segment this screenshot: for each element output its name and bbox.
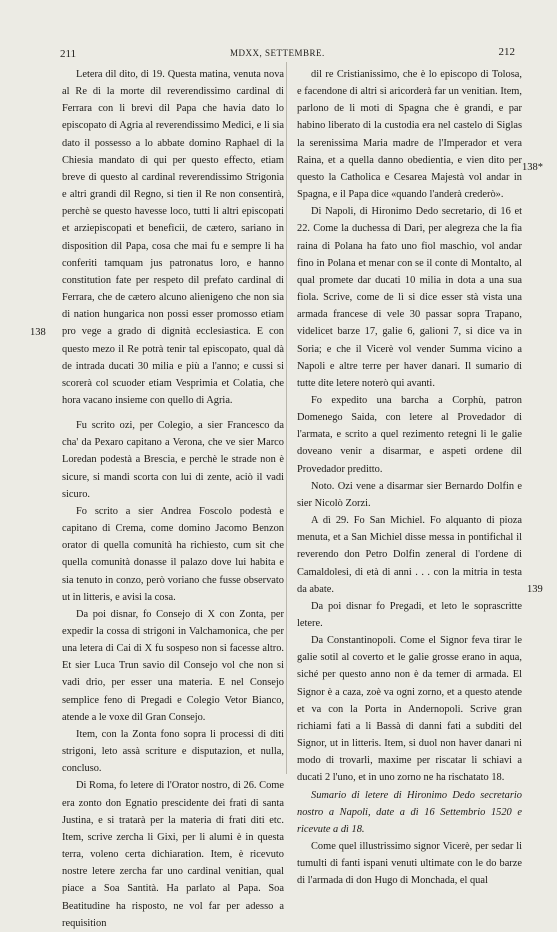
right-paragraph: Da Constantinopoli. Come el Signor feva tirar le galie sotil al coverto et le galie grosse erano in aqua, siché per questo anno non è da temer di armada. El Signor è a caza, zoè va ogni zorno, et a questo atende et va con la Porta in Andernopoli. Scrive gran richiami fati a li Bassà di danni fati a subditi del Signor, ut in litteris. Item, si duol non haver danari ni modo di trovarli, maxime per riscatar li schiavi a ducati 2 l'uno, et in uno zorno ne ha rischatato 18. xyxy=(297,635,522,784)
margin-number-right: 138* xyxy=(522,162,543,173)
right-paragraph: Come quel illustrissimo signor Vicerè, per sedar li tumulti di fanti ispani venuti ultimate con le do barze di l'armada di don Hugo di Monchada, el qual xyxy=(297,841,522,887)
left-paragraph: Item, con la Zonta fono sopra li processi di diti strigoni, leto assà scriture e disputazion, et nulla, concluso. xyxy=(62,728,284,775)
right-column xyxy=(297,66,522,890)
running-title: MDXX, SETTEMBRE. xyxy=(230,48,325,58)
right-paragraph: Fo expedito una barcha a Corphù, patron Domenego Saida, con letere al Provedador di l'armata, e scrito a quel rezimento retegni li le galie doveano venir a disarmar, e aspeti ordene dil Provedador preditto. xyxy=(297,394,522,475)
page-header xyxy=(60,46,515,64)
page-number-right: 212 xyxy=(498,46,515,58)
left-paragraph: Fu scrito ozi, per Colegio, a sier Francesco da cha' da Pexaro capitano a Verona, che ve sier Marco Loredan podestà a Brescia, e perchè le strade non è sicure, si mandi scorta con lui di zente, aciò il vadi sicuro. xyxy=(62,420,284,500)
left-paragraph: Fo scrito a sier Andrea Foscolo podestà e capitano di Crema, come domino Jacomo Benzon orator di quella comunità ha richiesto, cum sit che quella comunità donasse il palazo dove lui habita e sia tenuto in conzo, però voriano che fusse observato ut in litteris, e avisi la cosa. xyxy=(62,505,284,603)
summary-heading: Sumario di letere di Hironimo Dedo secretario nostro a Napoli, date a dì 16 Settembrio 1520 e ricevute a dì 18. xyxy=(297,789,522,835)
left-paragraph: Di Roma, fo letere di l'Orator nostro, di 26. Come era zonto don Egnatio prescidente dei frati di santa Justina, e si tratarà per la materia di frati diti etc. Item, scrive zercha li Gixi, per li alumi è in questa terra, voleno certa dichiaration. Item, è ricevuto nostre letere zercha far uno cardinal venitian, qual piace a Soa Santità. Ha parlato al Papa. Soa Beatitudine ha risposto, ne vol far per adesso a requisition xyxy=(62,780,284,929)
left-paragraph: Letera dil dito, di 19. Questa matina, venuta nova al Re di la morte dil reverendissimo cardinal di Ferrara con li brevi dil Papa che havia dato lo episcopato di Agria al reverendissimo Medici, e li sia dato il possesso a lo abbate domino Raphael di la Chiesia mandato di qui per questo effecto, etiam breve di questo al cardinal reverendissimo Strigonia e altri grandi dil Regno, si tien il Re non consentirà, perchè se questo havesse loco, tutti li altri episcopati et arziepiscopati et beneficii, de cætero, sariano in disposition dil Papa, cosa che mai fu e sempre li ha conferiti tamquam jus patronatus loro, e hanno constitution fate per respeto dil prefato cardinal di Ferrara, che de cætero alcuno alienigeno che non sia di nation hungarica non possi esser promosso etiam pro vege a grado di dignità ecclesiastica. E con questo mezo il Re potrà tenir tal episcopato, qual dà de intrada ducati 30 milia e più a l'anno; e cussi si scorerà col scuoder etiam Vesprimia et Colatia, che hora vacano insieme con quello di Agria. xyxy=(62,69,284,406)
left-column xyxy=(62,66,284,932)
margin-number-right: 139 xyxy=(527,584,543,595)
right-paragraph: Di Napoli, di Hironimo Dedo secretario, di 16 et 22. Come la duchessa di Dari, per alegreza che la fia raina di Polana ha fato uno fiol maschio, vol andar fino in Polana et menar con se il conte di Montalto, al qual promete dar ducati 10 milia in dota a una sua fiola. Scrive, come de lì si dice esser stà vista una armada francese di vele 30 passar sopra Trapano, videlicet barze 17, galie 6, galioni 7, si dice va in Soria; e che il Vicerè vol vender Summa vicino a Napoli e altre terre per haver danari. Il sumario di tutte dite letere noterò qui avanti. xyxy=(297,206,522,389)
right-paragraph: dil re Cristianissimo, che è lo episcopo di Tolosa, e facendone di altri si aricorderà far un venitian. Item, parlono de li moti di Spagna che è grandi, e par habino liberato di la custodia era nel castelo di Siglas la serenissima Maria madre de l'Imperador et vera Raina, et a quella danno obedientia, e vien dito per questo la Catholica e Cesarea Majestà vol andar in Spagna, e il Papa dice «quando l'anderà crederò». xyxy=(297,69,522,201)
margin-number-left: 138 xyxy=(30,327,46,338)
page-number-left: 211 xyxy=(60,48,77,60)
right-paragraph: Da poi disnar fo Pregadi, et leto le soprascritte letere. xyxy=(297,600,522,629)
right-paragraph: Noto. Ozi vene a disarmar sier Bernardo Dolfin e sier Nicolò Zorzi. xyxy=(297,480,522,509)
column-divider xyxy=(286,62,287,774)
left-paragraph: Da poi disnar, fo Consejo di X con Zonta, per expedir la cossa di strigoni in Valchamonica, che per una letera di Cai di X fu sospeso non si facesse altro. Et sier Luca Trun savio dil Consejo vol che non si vadi drio, per esser una materia. E nel Consejo semplice feno di Pregadi e Colegio Vetor Bianco, atende a le voxe dil Gran Consejo. xyxy=(62,608,284,723)
right-paragraph: A dì 29. Fo San Michiel. Fo alquanto di pioza menuta, et a San Michiel disse messa in pontifichal il reverendo don Petro Dolfin zeneral di l'ordene di Camaldolesi, di età di anni . . . con la mitria in testa da abate. xyxy=(297,515,522,595)
